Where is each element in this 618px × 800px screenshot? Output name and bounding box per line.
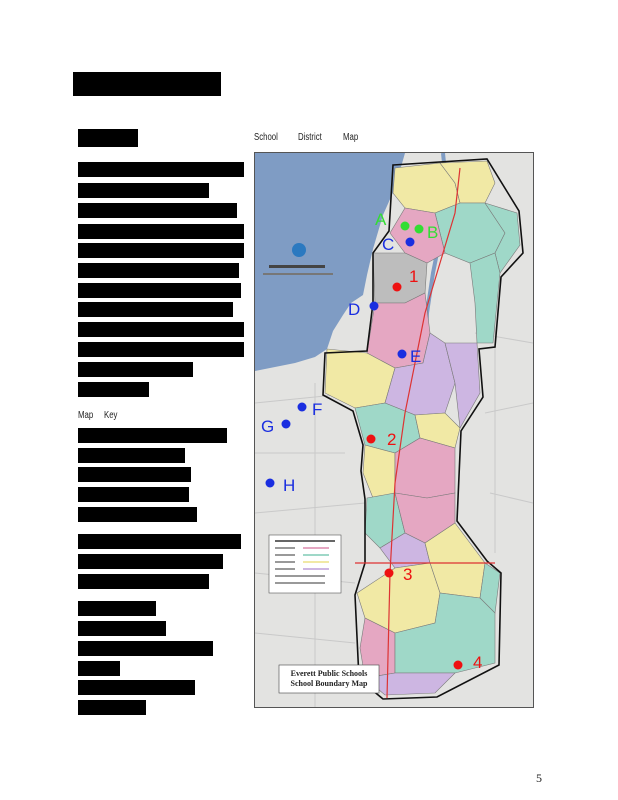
redacted-line: [78, 661, 120, 676]
marker-dot-1: [393, 283, 402, 292]
marker-dot-g: [282, 420, 291, 429]
redacted-subheading: [78, 129, 138, 147]
redacted-heading: [73, 72, 221, 96]
marker-dot-d: [370, 302, 379, 311]
redacted-line: [78, 322, 244, 337]
redacted-line: [78, 428, 227, 443]
map-header-school: School: [254, 132, 278, 143]
redacted-line: [78, 283, 241, 298]
map-key-label-key: Key: [104, 410, 118, 421]
redacted-line: [78, 621, 166, 636]
marker-dot-2: [367, 435, 376, 444]
redacted-line: [78, 302, 233, 317]
marker-label-g: G: [261, 417, 275, 436]
redacted-line: [78, 574, 209, 589]
marker-label-4: 4: [473, 653, 483, 672]
marker-dot-a: [401, 222, 410, 231]
redacted-line: [78, 487, 189, 502]
marker-label-1: 1: [409, 267, 419, 286]
marker-dot-e: [398, 350, 407, 359]
map-header-district: District: [298, 132, 322, 143]
redacted-line: [78, 382, 149, 397]
redacted-line: [78, 224, 244, 239]
redacted-line: [78, 700, 146, 715]
redacted-line: [78, 162, 244, 177]
map-key-label-map: Map: [78, 410, 94, 421]
redacted-line: [78, 507, 197, 522]
redacted-line: [78, 243, 244, 258]
page-number: 5: [536, 771, 542, 785]
marker-label-2: 2: [387, 430, 397, 449]
redacted-line: [78, 183, 209, 198]
marker-dot-f: [298, 403, 307, 412]
redacted-line: [78, 601, 156, 616]
redacted-line: [78, 641, 213, 656]
marker-label-c: C: [382, 235, 395, 254]
redacted-line: [78, 342, 244, 357]
redacted-line: [78, 680, 195, 695]
marker-label-3: 3: [403, 565, 413, 584]
marker-label-f: F: [312, 400, 323, 419]
map-header-map: Map: [343, 132, 359, 143]
redacted-line: [78, 554, 223, 569]
marker-dot-c: [406, 238, 415, 247]
marker-dot-3: [385, 569, 394, 578]
marker-dot-b: [415, 225, 424, 234]
marker-label-d: D: [348, 300, 361, 319]
school-boundary-map: [254, 152, 534, 708]
marker-label-a: A: [375, 210, 387, 229]
redacted-line: [78, 263, 239, 278]
marker-dot-4: [454, 661, 463, 670]
marker-label-h: H: [283, 476, 296, 495]
redacted-line: [78, 362, 193, 377]
redacted-line: [78, 448, 185, 463]
redacted-line: [78, 534, 241, 549]
marker-label-e: E: [410, 347, 422, 366]
map-title-line1: Everett Public Schools: [290, 669, 368, 678]
marker-dot-h: [266, 479, 275, 488]
marker-label-b: B: [427, 223, 439, 242]
map-legend: [269, 535, 341, 593]
redacted-line: [78, 203, 237, 218]
map-title-line2: School Boundary Map: [290, 679, 368, 688]
redacted-line: [78, 467, 191, 482]
